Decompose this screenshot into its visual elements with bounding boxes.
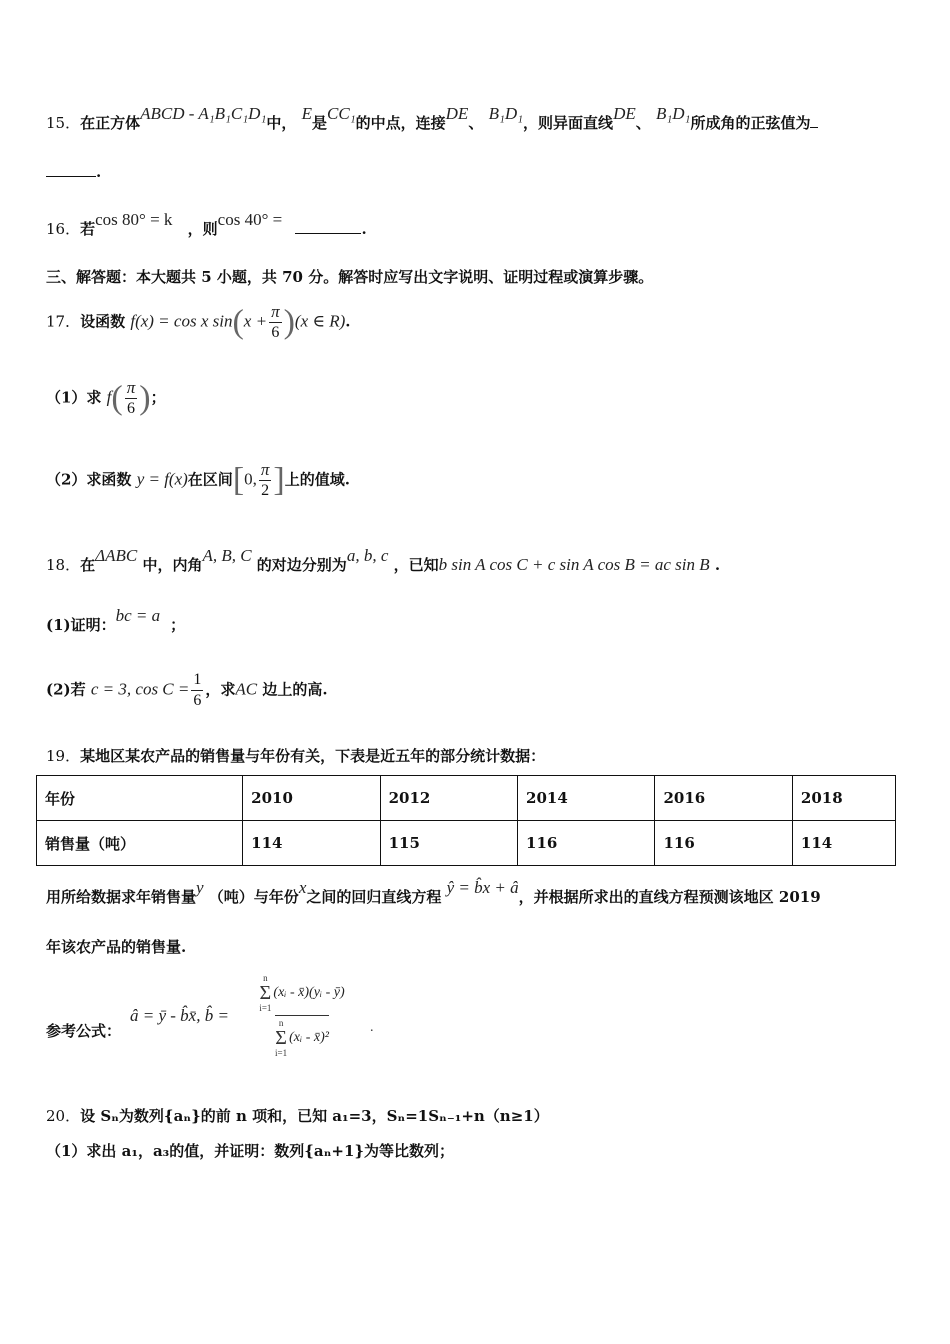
table-row [37, 821, 896, 866]
section3-heading: 三、解答题：本大题共 5 小题，共 70 分。解答时应写出文字说明、证明过程或演算步骤。 [46, 268, 654, 286]
table-cell: 114 [792, 821, 895, 866]
q17-part1: （1）求 f( $\frac{\pi}{6}$ )； [46, 378, 166, 417]
q15-de-2: DE [613, 104, 636, 123]
q15-answer-blank [810, 127, 818, 128]
table-cell: 115 [380, 821, 517, 866]
table-cell: 2016 [655, 776, 792, 821]
sum-bot-2: i=1 [275, 1048, 288, 1058]
q17-line: 17．设函数 f(x) = cos x sin(x + $\frac{\pi}{6}$ )(x ∈ R). [46, 302, 351, 341]
q19-regression-eq: ŷ = b̂x + â [446, 878, 519, 897]
q17-part2: （2）求函数 y = f(x)在区间[0, $\frac{\pi}{2}$ ]上的值域. [46, 460, 350, 499]
q18-condition: b sin A cos C + c sin A cos B = ac sin B [438, 555, 710, 574]
q20-statement: 20．设 Sₙ为数列{aₙ}的前 n 项和，已知 a₁=3，Sₙ=1Sₙ₋₁+n（n≥1） [46, 1107, 549, 1125]
table-cell: 116 [655, 821, 792, 866]
q15-line2: . [46, 163, 101, 181]
sales-table [36, 775, 896, 866]
q17-pi-2: π [126, 378, 136, 397]
q18-line: 18．在ΔABC 中，内角A, B, C 的对边分别为a, b, c ，已知b sin A cos C + c sin A cos B = ac sin B . [46, 546, 721, 574]
table-cell: 2014 [518, 776, 655, 821]
q16-expr2: cos 40° = [217, 210, 283, 229]
table-row [37, 776, 896, 821]
q16-line: 16．若cos 80° = k ，则cos 40° = . [46, 210, 367, 238]
table-cell: 2012 [380, 776, 517, 821]
q18-part1: (1)证明：bc = a ； [46, 606, 186, 634]
sum-top-2: n [278, 1018, 284, 1028]
q19-ref-label: 参考公式： [46, 1022, 122, 1040]
q15-answer-blank-cont [46, 176, 96, 177]
q20-part1: （1）求出 a₁，a₃的值，并证明：数列{aₙ+1}为等比数列； [46, 1142, 455, 1160]
table-cell: 年份 [37, 776, 243, 821]
table-cell: 2018 [792, 776, 895, 821]
q15-line: 15．在正方体ABCD - A₁B₁C₁D₁中， E是CC₁的中点，连接DE、 B₁D₁，则异面直线DE、 B₁D₁所成角的正弦值为 [46, 112, 818, 133]
q19-task: 用所给数据求年销售量y （吨）与年份x之间的回归直线方程 ŷ = b̂x + â，并根据所求出的直线方程预测该地区 2019 [46, 878, 821, 906]
q16-expr1: cos 80° = k [95, 210, 173, 229]
table-cell: 116 [518, 821, 655, 866]
q17-func: f(x) = cos x sin [130, 311, 233, 331]
q15-number: 15． [46, 114, 81, 132]
q17-pi-3: π [260, 460, 270, 479]
q15-b1d1-2: B₁D₁ [655, 104, 691, 123]
table-cell: 114 [243, 821, 380, 866]
q17-six-2: 6 [127, 400, 135, 417]
table-cell: 2010 [243, 776, 380, 821]
q19-intro: 19．某地区某农产品的销售量与年份有关，下表是近五年的部分统计数据： [46, 747, 546, 765]
q18-part2: (2)若 c = 3, cos C = $\frac{1}{6}$ ，求AC 边上的高. [46, 671, 328, 709]
q15-cube: ABCD - A₁B₁C₁D₁ [140, 104, 267, 123]
q16-answer-blank [295, 233, 361, 234]
q19-task-cont: 年该农产品的销售量. [46, 938, 187, 956]
table-cell: 销售量（吨） [37, 821, 243, 866]
